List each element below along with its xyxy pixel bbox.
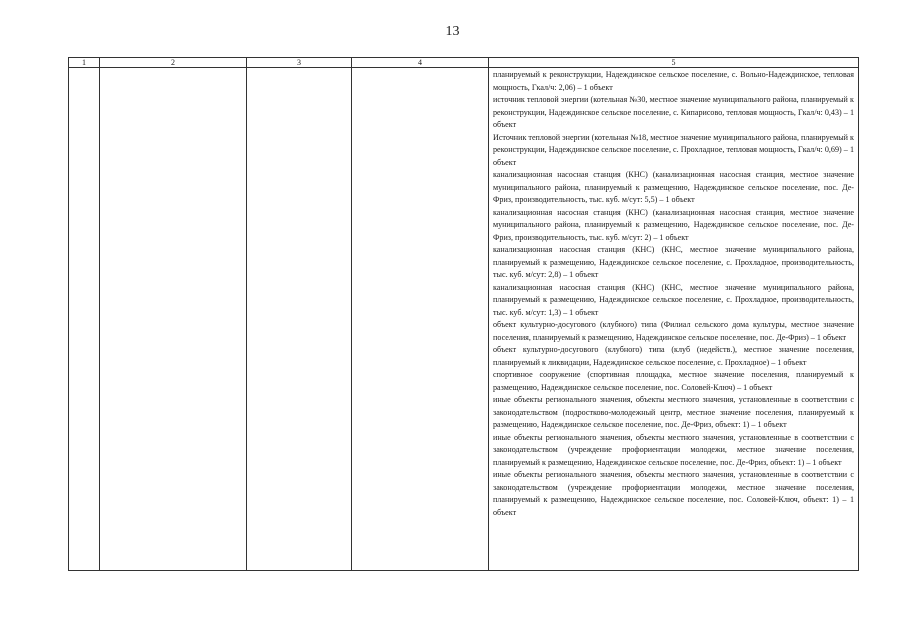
cell-col-3 — [247, 68, 352, 571]
column-header-4: 4 — [352, 58, 489, 68]
list-item: канализационная насосная станция (КНС) (КНС, местное значение муниципального района, планируемый к размещению, Надеждинское сельское поселение, с. Прохладное, производительность, тыс. куб. м/сут: 1,3) – 1 объект — [493, 282, 854, 317]
column-header-3: 3 — [247, 58, 352, 68]
list-item: канализационная насосная станция (КНС) (канализационная насосная станция, местное значение муниципального района, планируемый к размещению, Надеждинское сельское поселение, пос. Де-Фриз, производительность, тыс. куб. м/сут: 5,5) – 1 объект — [493, 170, 854, 204]
list-item: спортивное сооружение (спортивная площадка, местное значение поселения, планируемый к размещению, Надеждинское сельское поселение, пос. Соловей-Ключ) – 1 объект — [493, 370, 854, 392]
list-item: Источник тепловой энергии (котельная №18, местное значение муниципального района, планируемый к реконструкции, Надеждинское сельское поселение, с. Прохладное, тепловая мощность, Гкал/ч: 0,69) – 1 объект — [493, 132, 854, 167]
table-header-row — [69, 58, 859, 68]
cell-col-2 — [100, 68, 247, 571]
column-header-1: 1 — [69, 58, 100, 68]
page-number: 13 — [445, 24, 460, 39]
column-header-2: 2 — [100, 58, 247, 68]
list-item: планируемый к реконструкции, Надеждинское сельское поселение, с. Вольно-Надеждинское, тепловая мощность, Гкал/ч: 2,06) – 1 объект — [493, 70, 854, 92]
cell-col-4 — [352, 68, 489, 571]
list-item: объект культурно-досугового (клубного) типа (Филиал сельского дома культуры, местное значение поселения, планируемый к размещению, Надеждинское сельское поселение, пос. Де-Фриз) – 1 объект — [493, 320, 854, 342]
list-item: иные объекты регионального значения, объекты местного значения, установленные в соответствии с законодательством (подростково-молодежный центр, местное значение поселения, планируемый к размещению, Надеждинское сельское поселение, пос. Де-Фриз, объект: 1) – 1 объект — [493, 395, 854, 429]
table-row — [69, 68, 859, 571]
cell-col-5 — [489, 68, 859, 571]
column-header-5: 5 — [489, 58, 859, 68]
cell-col-1 — [69, 68, 100, 571]
list-item: иные объекты регионального значения, объекты местного значения, установленные в соответствии с законодательством (учреждение профориентации молодежи, местное значение поселения, планируемый к размещению, Надеждинское сельское поселение, пос. Соловей-Ключ, объект: 1) – 1 объект — [493, 470, 854, 517]
list-item: канализационная насосная станция (КНС) (КНС, местное значение муниципального района, планируемый к размещению, Надеждинское сельское поселение, с. Прохладное, производительность, тыс. куб. м/сут: 2,8) – 1 объект — [493, 245, 854, 279]
list-item: иные объекты регионального значения, объекты местного значения, установленные в соответствии с законодательством (учреждение профориентации молодежи, местное значение поселения, планируемый к размещению, Надеждинское сельское поселение, пос. Де-Фриз, объект: 1) – 1 объект — [493, 432, 854, 467]
list-item: источник тепловой энергии (котельная №30, местное значение муниципального района, планируемый к реконструкции, Надеждинское сельское поселение, с. Кипарисово, тепловая мощность, Гкал/ч: 0,43) – 1 объект — [493, 95, 854, 129]
document-table — [68, 57, 859, 571]
list-item: канализационная насосная станция (КНС) (канализационная насосная станция, местное значение муниципального района, планируемый к размещению, Надеждинское сельское поселение, пос. Де-Фриз, производительность, тыс. куб. м/сут: 2) – 1 объект — [493, 207, 854, 242]
list-item: объект культурно-досугового (клубного) типа (клуб (недейств.), местное значение поселения, планируемый к ликвидации, Надеждинское сельское поселение, с. Прохладное) – 1 объект — [493, 345, 854, 367]
